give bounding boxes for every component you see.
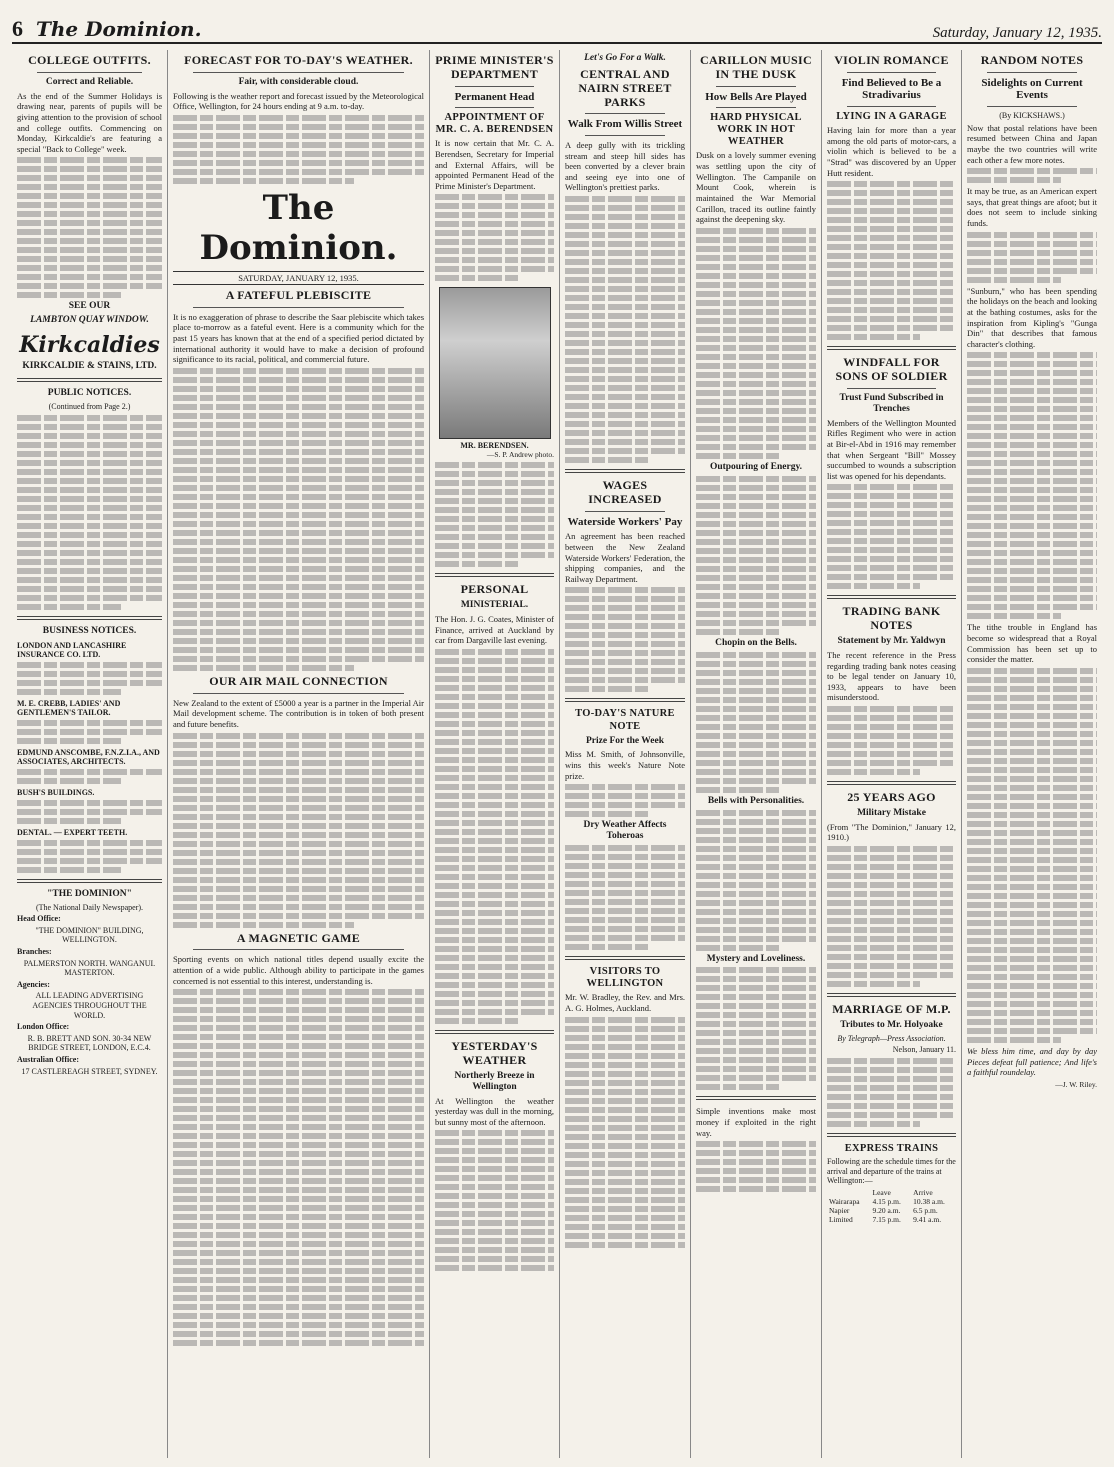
pm-department-heading: PRIME MINISTER'S DEPARTMENT — [435, 53, 554, 81]
train-arrive: 9.41 a.m. — [913, 1214, 942, 1224]
paper-name: The Dominion. — [36, 17, 202, 41]
kirkcaldies-logo: Kirkcaldies — [19, 332, 160, 359]
carillon-subheading: How Bells Are Played — [705, 90, 807, 103]
years-ago-subheading: Military Mistake — [857, 807, 926, 818]
table-row — [827, 1215, 956, 1224]
yesterdays-weather-body: At Wellington the weather yesterday was dull in the morning, but sunny most of the afternoon. — [435, 1095, 554, 1127]
table-row — [827, 1188, 956, 1197]
random-notes-para-1: Now that postal relations have been resumed between China and Japan maybe the two countries will write each other a few more notes. — [967, 122, 1097, 165]
train-leave: 7.15 p.m. — [872, 1214, 901, 1224]
column-6 — [822, 50, 962, 1458]
windfall-subheading: Trust Fund Subscribed in Trenches — [839, 392, 944, 414]
column-5 — [691, 50, 822, 1458]
continued-note: (Continued from Page 2.) — [48, 402, 131, 412]
column-7 — [962, 50, 1102, 1458]
editorial-1-body: It is no exaggeration of phrase to describe the Saar plebiscite which takes place to-morrow as a fateful event. Here is a community which for the past 15 years has known that at the end of a specified period dictated by international authority it would have to make a decision of profound significance to its racial, political, and commercial future. — [173, 311, 424, 365]
pm-department-subheading: Permanent Head — [454, 90, 535, 103]
energy-subheading: Outpouring of Energy. — [709, 461, 803, 472]
years-ago-heading: 25 YEARS AGO — [847, 790, 936, 805]
london-office-address: R. B. BRETT AND SON. 30-34 NEW BRIDGE STREET, LONDON, E.C.4. — [27, 1033, 152, 1053]
bank-notes-subheading: Statement by Mr. Yaldwyn — [837, 636, 946, 647]
poem-author: —J. W. Riley. — [1055, 1079, 1097, 1089]
business-notice-4: BUSH'S BUILDINGS. — [17, 787, 95, 797]
personal-body: The Hon. J. G. Coates, Minister of Finance, arrived at Auckland by car from Dargaville last evening. — [435, 614, 554, 646]
yesterdays-weather-heading: YESTERDAY'S WEATHER — [451, 1039, 538, 1067]
nature-note-heading: TO-DAY'S NATURE NOTE — [575, 708, 675, 732]
train-arrive: 6.5 p.m. — [913, 1205, 938, 1215]
timetable-header-cell — [827, 1188, 871, 1197]
public-notices-heading: PUBLIC NOTICES. — [47, 388, 132, 399]
business-notice-1: LONDON AND LANCASHIRE INSURANCE CO. LTD. — [17, 640, 127, 659]
business-notice-5: DENTAL. — EXPERT TEETH. — [17, 827, 128, 837]
college-outfits-heading: COLLEGE OUTFITS. — [28, 53, 151, 67]
poem: We bless him time, and day by day Pieces defeat full patience; And life's a faithful roundelay. — [967, 1045, 1097, 1078]
violin-heading: VIOLIN ROMANCE — [834, 53, 949, 67]
forecast-body: Following is the weather report and forecast issued by the Meteorological Office, Wellington, for 24 hours ending at 9 a.m. to-day. — [173, 90, 424, 112]
train-leave: 4.15 p.m. — [872, 1196, 901, 1206]
personalities-subheading: Bells with Personalities. — [707, 795, 805, 806]
berendsen-portrait — [439, 287, 551, 439]
mystery-subheading: Mystery and Loveliness. — [706, 953, 806, 964]
train-name: Napier — [829, 1205, 850, 1215]
years-ago-body: (From "The Dominion," January 12, 1910.) — [827, 821, 956, 843]
yesterdays-weather-subheading: Northerly Breeze in Wellington — [454, 1070, 535, 1092]
carillon-body: Dusk on a lovely summer evening was settling upon the city of Wellington. The Campanile on Mount Cook, wherein is maintained the War Memorial Carillon, traced its outline faintly against the deepening sky. — [696, 150, 816, 225]
train-timetable — [827, 1188, 956, 1224]
columns — [12, 50, 1102, 1458]
toheroa-subheading: Dry Weather Affects Toheroas — [583, 820, 667, 842]
marriage-dateline: Nelson, January 11. — [892, 1045, 956, 1055]
editorial-2-heading: OUR AIR MAIL CONNECTION — [209, 673, 388, 688]
table-row — [827, 1197, 956, 1206]
page-number: 6 — [12, 16, 23, 41]
nameplate: The Dominion. — [199, 187, 398, 268]
business-notices-heading: BUSINESS NOTICES. — [42, 625, 137, 636]
see-our-label: SEE OUR — [68, 301, 111, 312]
carillon-heading: CARILLON MUSIC IN THE DUSK — [700, 53, 812, 81]
inventions-paragraph: Simple inventions make most money if exploited in the right way. — [696, 1106, 816, 1138]
carillon-kicker: HARD PHYSICAL WORK IN HOT WEATHER — [710, 112, 802, 148]
pm-department-kicker: APPOINTMENT OF MR. C. A. BERENDSEN — [435, 112, 554, 136]
table-row — [827, 1206, 956, 1215]
chopin-subheading: Chopin on the Bells. — [715, 637, 797, 648]
marriage-heading: MARRIAGE OF M.P. — [832, 1002, 951, 1017]
business-notice-2: M. E. CREBB, LADIES' AND GENTLEMEN'S TAILOR. — [17, 698, 121, 717]
australian-office-label: Australian Office: — [17, 1054, 79, 1064]
forecast-heading: FORECAST FOR TO-DAY'S WEATHER. — [184, 53, 413, 67]
train-arrive: 10.38 a.m. — [913, 1196, 945, 1206]
editorial-2-body: New Zealand to the extent of £5000 a year is a partner in the Imperial Air Mail development scheme. The contribution is in token of both present and future benefits. — [173, 697, 424, 729]
windfall-body: Members of the Wellington Mounted Rifles Regiment who were in action at Bir-el-Abd in 1916 may remember that when Sergeant "Bill" Mossey succumbed to wounds a subscription list was opened for his dependants. — [827, 417, 956, 481]
forecast-subheading: Fair, with considerable cloud. — [238, 76, 359, 87]
parks-body: A deep gully with its trickling stream and steep hill sides has been converted by a clever brain and seeing eye into one of Wellington's prettiest parks. — [565, 139, 685, 193]
random-notes-subheading: Sidelights on Current Events — [981, 76, 1083, 102]
express-trains-intro: Following are the schedule times for the arrival and departure of the trains at Wellington:— — [827, 1157, 956, 1186]
violin-kicker: LYING IN A GARAGE — [836, 111, 947, 123]
timetable-header-cell: Leave — [872, 1187, 891, 1197]
pm-department-body: It is now certain that Mr. C. A. Berendsen, Secretary for Imperial and External Affairs, will be appointed Permanent Head of the Prime Minister's Department. — [435, 138, 554, 191]
marriage-byline: By Telegraph—Press Association. — [837, 1033, 946, 1043]
random-notes-byline: (By KICKSHAWS.) — [999, 111, 1065, 121]
parks-heading: CENTRAL AND NAIRN STREET PARKS — [578, 66, 672, 109]
violin-body: Having lain for more than a year among the old parts of motor-cars, a violin which is believed to be a "Strad" was discovered by an Upper Hutt resident. — [827, 125, 956, 178]
paper-tagline: (The National Daily Newspaper). — [35, 902, 144, 912]
nature-note-body: Miss M. Smith, of Johnsonville, wins this week's Nature Note prize. — [565, 749, 685, 781]
ministerial-label: MINISTERIAL. — [460, 600, 529, 611]
column-1 — [12, 50, 168, 1458]
masthead — [12, 8, 1102, 44]
editorial-3-heading: A MAGNETIC GAME — [236, 930, 361, 945]
agency-list: ALL LEADING ADVERTISING AGENCIES THROUGHOUT THE WORLD. — [32, 991, 147, 1020]
head-office-label: Head Office: — [17, 914, 61, 924]
dateline: SATURDAY, JANUARY 12, 1935. — [173, 271, 424, 285]
editorial-3-body: Sporting events on which national titles depend usually excite the attention of a wide public. Although ability to participate in the games concerned is not essential to this interest, understanding is. — [173, 954, 424, 986]
bank-notes-heading: TRADING BANK NOTES — [842, 604, 941, 633]
column-2 — [168, 50, 430, 1458]
random-notes-heading: RANDOM NOTES — [980, 53, 1084, 67]
random-notes-para-3: "Sunburn," who has been spending the holidays on the beach and looking at the bathing costumes, asks for the inspiration from Kipling's "Gunga Din" that describes that famous character's clothing. — [967, 285, 1097, 349]
express-trains-heading: EXPRESS TRAINS — [844, 1142, 939, 1154]
branch-list: PALMERSTON NORTH. WANGANUI. MASTERTON. — [23, 958, 156, 978]
train-leave: 9.20 a.m. — [872, 1205, 901, 1215]
violin-subheading: Find Believed to Be a Stradivarius — [841, 76, 942, 102]
visitors-heading: VISITORS TO WELLINGTON — [586, 966, 664, 990]
random-notes-para-4: The tithe trouble in England has become so widespread that a Royal Commission has been set up to consider the matter. — [967, 622, 1097, 665]
windfall-heading: WINDFALL FOR SONS OF SOLDIER — [835, 355, 948, 384]
parks-subheading: Walk From Willis Street — [567, 118, 683, 131]
window-label: LAMBTON QUAY WINDOW. — [30, 315, 149, 326]
college-outfits-subheading: Correct and Reliable. — [45, 76, 134, 87]
australian-office-address: 17 CASTLEREAGH STREET, SYDNEY. — [21, 1066, 158, 1076]
editorial-1-heading: A FATEFUL PLEBISCITE — [225, 287, 372, 302]
bank-notes-body: The recent reference in the Press regarding trading bank notes ceasing to be legal tender on January 10, 1933, appears to have been misunderstood. — [827, 649, 956, 703]
personal-heading: PERSONAL — [460, 582, 529, 597]
random-notes-para-2: It may be true, as an American expert says, that great things are afoot; but it does not seem to include sinking funds. — [967, 186, 1097, 229]
visitors-body: Mr. W. Bradley, the Rev. and Mrs. A. G. Holmes, Auckland. — [565, 992, 685, 1013]
parks-kicker: Let's Go For a Walk. — [584, 53, 666, 63]
photo-caption: MR. BERENDSEN. — [460, 441, 529, 451]
column-3 — [430, 50, 560, 1458]
wages-subheading: Waterside Workers' Pay — [567, 515, 683, 528]
train-name: Wairarapa — [829, 1196, 860, 1206]
firm-name: KIRKCALDIE & STAINS, LTD. — [22, 361, 157, 372]
branches-label: Branches: — [17, 946, 52, 956]
issue-date: Saturday, January 12, 1935. — [932, 25, 1102, 41]
timetable-header-cell: Arrive — [913, 1187, 933, 1197]
column-4 — [560, 50, 691, 1458]
head-office-address: "THE DOMINION" BUILDING, WELLINGTON. — [35, 925, 144, 945]
london-office-label: London Office: — [17, 1022, 70, 1032]
nature-note-subheading: Prize For the Week — [586, 735, 664, 746]
marriage-subheading: Tributes to Mr. Holyoake — [840, 1019, 943, 1030]
paper-title: "THE DOMINION" — [47, 888, 132, 899]
train-name: Limited — [829, 1214, 853, 1224]
agencies-label: Agencies: — [17, 979, 50, 989]
business-notice-3: EDMUND ANSCOMBE, F.N.Z.I.A., AND ASSOCIATES, ARCHITECTS. — [17, 747, 160, 766]
wages-heading: WAGES INCREASED — [588, 478, 662, 506]
photo-credit: —S. P. Andrew photo. — [486, 450, 554, 460]
college-outfits-body: As the end of the Summer Holidays is drawing near, parents of pupils will be giving attention to the provision of school and college outfits. Commencing on Monday, Kirkcaldie's are featuring a special "Back to College" week. — [17, 90, 162, 154]
wages-body: An agreement has been reached between the New Zealand Waterside Workers' Federation, the shipping companies, and the Railway Department. — [565, 531, 685, 584]
